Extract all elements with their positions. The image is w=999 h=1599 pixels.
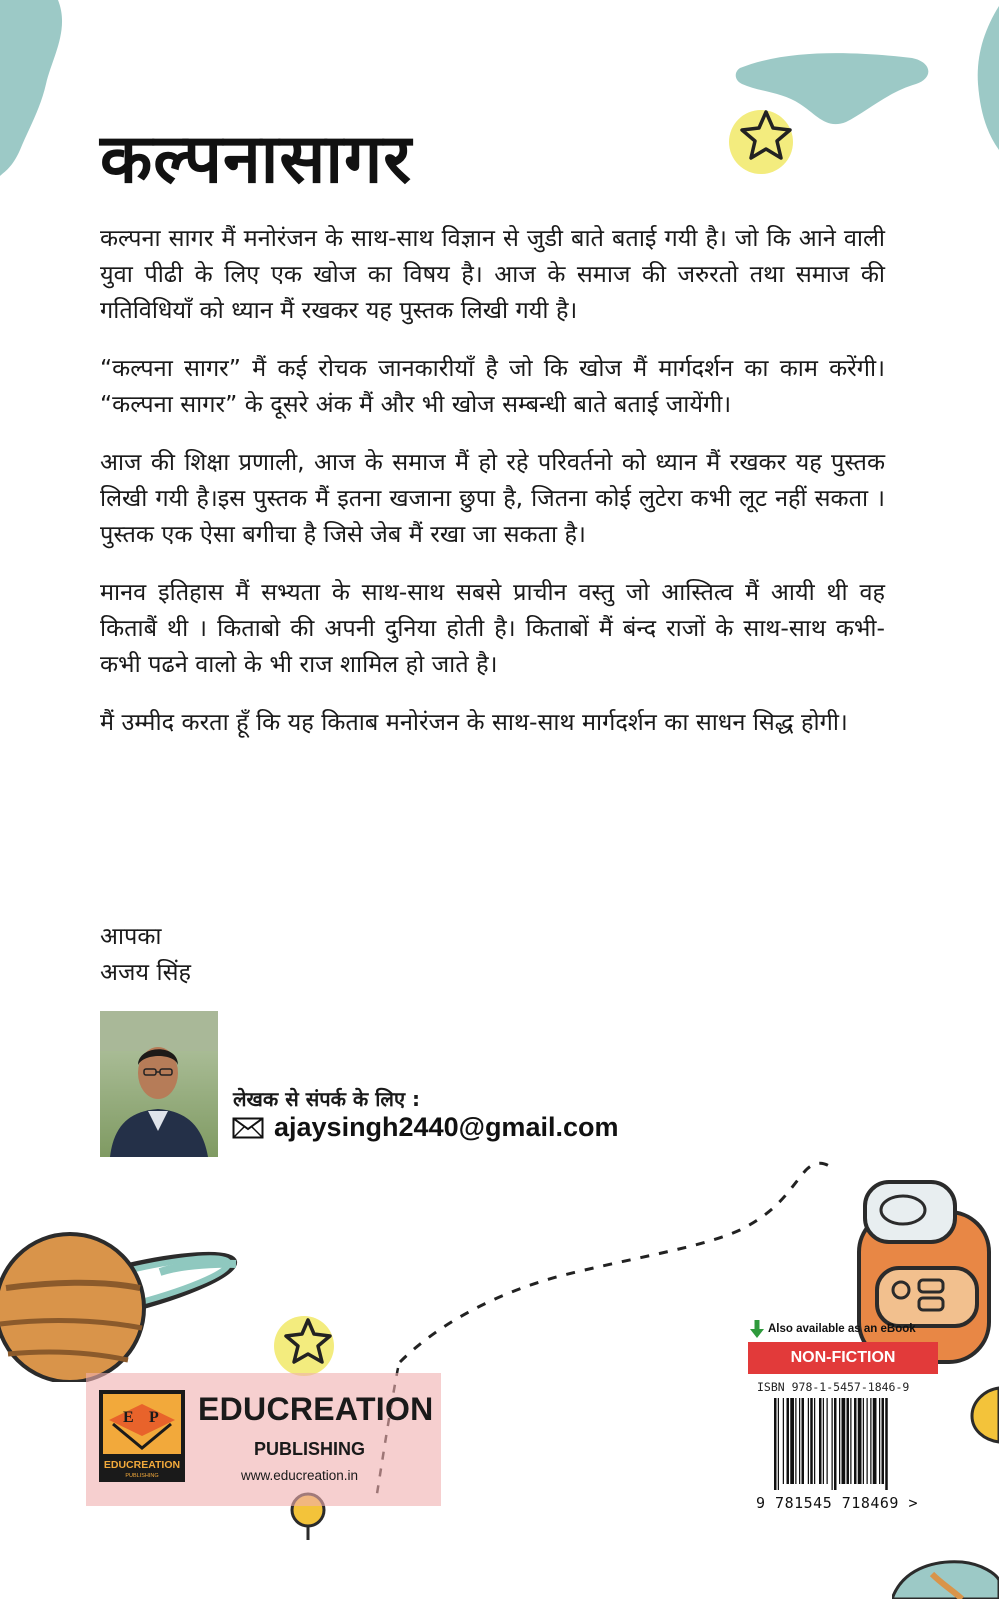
- barcode-bar: [778, 1398, 779, 1490]
- download-arrow-icon: [750, 1320, 764, 1338]
- moon-decor: [962, 1384, 999, 1444]
- barcode-bar: [850, 1398, 851, 1484]
- blurb-paragraph: मानव इतिहास मैं सभ्यता के साथ-साथ सबसे प्राचीन वस्तु जो आस्तित्व मैं आयी थी वह किताबैं थी । किताबो की अपनी दुनिया होती है। किताबों मैं बंन्द राजों के साथ-साथ कभी-कभी पढने वालो के भी राज शामिल हो जाते है।: [100, 578, 885, 678]
- barcode-bars: [774, 1398, 929, 1490]
- blurb: [100, 220, 885, 762]
- author-name: अजय सिंह: [100, 958, 191, 986]
- barcode-bar: [839, 1398, 840, 1484]
- barcode-bar: [834, 1398, 837, 1490]
- barcode-bar: [867, 1398, 868, 1484]
- isbn-barcode: [752, 1376, 937, 1516]
- barcode-bar: [847, 1398, 850, 1484]
- barcode-bar: [873, 1398, 877, 1484]
- barcode-bar: [783, 1398, 784, 1484]
- barcode-bar: [827, 1398, 828, 1484]
- barcode-bar: [854, 1398, 857, 1484]
- star-icon: [268, 1308, 348, 1378]
- blurb-paragraph: “कल्पना सागर” मैं कई रोचक जानकारीयाँ है जो कि खोज मैं मार्गदर्शन का काम करेंगी। “कल्पना सागर” के दूसरे अंक मैं और भी खोज सम्बन्धी बाते बताई जायेंगी।: [100, 354, 885, 418]
- mail-icon: [232, 1117, 264, 1139]
- blurb-paragraph: आज की शिक्षा प्रणाली, आज के समाज मैं हो रहे परिवर्तनो को ध्यान मैं रखकर यह पुस्तक लिखी गयी है।इस पुस्तक मैं इतना खजाना छुपा है, जितना कोई लुटेरा कभी लूट नहीं सकता । पुस्तक एक ऐसा बगीचा है जिसे जेब मैं रखा जा सकता है।: [100, 448, 885, 548]
- barcode-bar: [810, 1398, 813, 1484]
- barcode-bar: [870, 1398, 871, 1484]
- barcode-bar: [842, 1398, 846, 1484]
- signoff-greeting: आपका: [100, 922, 162, 950]
- barcode-bar: [823, 1398, 824, 1484]
- barcode-bar: [819, 1398, 822, 1484]
- barcode-bar: [787, 1398, 790, 1484]
- author-email[interactable]: ajaysingh2440@gmail.com: [274, 1112, 619, 1142]
- publisher-block: [86, 1373, 441, 1506]
- barcode-bar: [774, 1398, 777, 1490]
- barcode-bar: [863, 1398, 864, 1484]
- signoff: [100, 918, 191, 990]
- logo-text: EDUCREATION: [103, 1459, 181, 1471]
- genre-label: NON-FICTION: [748, 1342, 938, 1374]
- barcode-digits: 9 781545 718469 >: [756, 1494, 919, 1512]
- barcode-bar: [858, 1398, 862, 1484]
- blurb-paragraph: मैं उम्मीद करता हूँ कि यह किताब मनोरंजन के साथ-साथ मार्गदर्शन का साधन सिद्ध होगी।: [100, 708, 848, 736]
- publisher-subtitle: PUBLISHING: [254, 1439, 366, 1459]
- corner-blob-top-left: [0, 0, 62, 176]
- contact-row: [232, 1112, 618, 1143]
- barcode-bar: [808, 1398, 809, 1484]
- barcode-bar: [814, 1398, 815, 1484]
- barcode-bar: [832, 1398, 833, 1490]
- barcode-bar: [790, 1398, 794, 1484]
- ebook-text: Also available as an eBook: [768, 1323, 916, 1335]
- publisher-url[interactable]: www.educreation.in: [241, 1468, 359, 1483]
- star-icon: [727, 100, 803, 176]
- planet-bottom-right: [892, 1560, 999, 1599]
- planet-icon: [0, 1232, 240, 1382]
- barcode-bar: [882, 1398, 885, 1484]
- logo-letter: E: [123, 1409, 134, 1426]
- ebook-note: [750, 1320, 916, 1338]
- blurb-paragraph: कल्पना सागर मैं मनोरंजन के साथ-साथ विज्ञान से जुडी बाते बताई गयी है। जो कि आने वाली युवा पीढी के लिए एक खोज का विषय है। आज के समाज की जरुरतो तथा समाज की गतिविधियाँ को ध्यान मैं रखकर यह पुस्तक लिखी गयी है।: [100, 224, 885, 324]
- barcode-bar: [879, 1398, 880, 1484]
- isbn-text: ISBN 978-1-5457-1846-9: [757, 1380, 910, 1394]
- barcode-bar: [799, 1398, 800, 1484]
- publisher-name: EDUCREATION: [198, 1391, 434, 1427]
- book-title: कल्पनासागर: [100, 119, 413, 199]
- barcode-bar: [802, 1398, 805, 1484]
- contact-label: लेखक से संपर्क के लिए :: [233, 1087, 421, 1111]
- author-photo: [100, 1011, 218, 1157]
- barcode-bar: [795, 1398, 796, 1484]
- barcode-bar: [885, 1398, 888, 1490]
- logo-letter: P: [149, 1409, 159, 1426]
- publisher-logo: [99, 1390, 185, 1482]
- blob-right-edge: [978, 6, 999, 150]
- logo-subtext: PUBLISHING: [125, 1473, 159, 1479]
